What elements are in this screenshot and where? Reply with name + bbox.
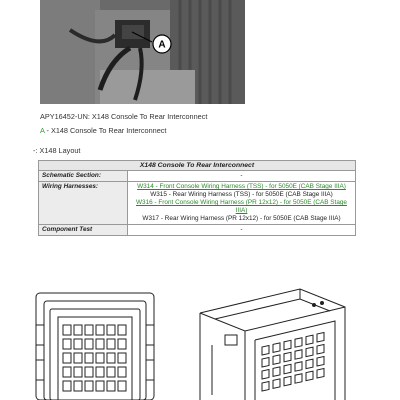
terminal-cavity <box>63 353 71 363</box>
row-label: Wiring Harnesses: <box>39 182 128 225</box>
legend-letter: A <box>40 126 45 135</box>
table-row <box>39 171 356 182</box>
terminal-cavity <box>85 381 93 391</box>
terminal-cavity <box>262 370 269 379</box>
terminal-cavity <box>262 346 269 355</box>
connector-face-view <box>36 293 154 400</box>
row-label: Schematic Section: <box>39 171 128 182</box>
terminal-cavity <box>306 347 313 356</box>
terminal-cavity <box>74 325 82 335</box>
terminal-cavity <box>284 376 291 385</box>
table-row <box>39 182 356 225</box>
terminal-cavity <box>295 362 302 371</box>
terminal-cavity <box>85 325 93 335</box>
terminal-cavity <box>118 325 126 335</box>
cavity-grid <box>63 325 126 391</box>
layout-note: -: X148 Layout <box>33 146 81 155</box>
photo-artwork <box>40 0 245 104</box>
harness-list <box>128 182 356 225</box>
terminal-cavity <box>107 339 115 349</box>
row-label: Component Test <box>39 225 128 236</box>
terminal-cavity <box>96 325 104 335</box>
terminal-cavity <box>273 379 280 388</box>
terminal-cavity <box>118 353 126 363</box>
terminal-cavity <box>96 353 104 363</box>
terminal-cavity <box>96 339 104 349</box>
terminal-cavity <box>107 381 115 391</box>
terminal-cavity <box>107 353 115 363</box>
terminal-cavity <box>107 325 115 335</box>
terminal-cavity <box>85 339 93 349</box>
terminal-cavity <box>107 367 115 377</box>
table-row <box>39 225 356 236</box>
terminal-cavity <box>118 339 126 349</box>
terminal-cavity <box>118 381 126 391</box>
terminal-cavity <box>317 333 324 342</box>
terminal-cavity <box>74 381 82 391</box>
terminal-cavity <box>74 353 82 363</box>
terminal-cavity <box>63 367 71 377</box>
figure-id-caption: APY16452-UN: X148 Console To Rear Interconnect <box>40 112 208 121</box>
terminal-cavity <box>96 367 104 377</box>
terminal-cavity <box>262 382 269 391</box>
terminal-cavity <box>74 367 82 377</box>
terminal-cavity <box>63 381 71 391</box>
terminal-cavity <box>295 374 302 383</box>
terminal-cavity <box>273 343 280 352</box>
table-title: X148 Console To Rear Interconnect <box>39 161 356 171</box>
terminal-cavity <box>295 338 302 347</box>
legend-text: - X148 Console To Rear Interconnect <box>44 126 167 135</box>
terminal-cavity <box>284 340 291 349</box>
isometric-cavity-grid <box>262 333 324 391</box>
harness-text-w317: W317 - Rear Wiring Harness (PR 12x12) - for 5050E (CAB Stage IIIA) <box>142 215 341 222</box>
terminal-cavity <box>306 371 313 380</box>
terminal-cavity <box>284 352 291 361</box>
terminal-cavity <box>118 367 126 377</box>
terminal-cavity <box>96 381 104 391</box>
terminal-cavity <box>306 359 313 368</box>
harness-text-w315: W315 - Rear Wiring Harness (TSS) - for 5050E (CAB Stage IIIA) <box>150 191 333 198</box>
harness-link-w314[interactable]: W314 - Front Console Wiring Harness (TSS) - for 5050E (CAB Stage IIIA) <box>137 183 346 190</box>
callout-a-label: A <box>158 39 166 51</box>
figure-legend <box>40 126 166 135</box>
terminal-cavity <box>317 369 324 378</box>
terminal-cavity <box>85 367 93 377</box>
harness-link-w316[interactable]: W316 - Front Console Wiring Harness (PR 12x12) - for 5050E (CAB Stage IIIA) <box>136 199 347 214</box>
terminal-cavity <box>306 335 313 344</box>
connector-info-table <box>38 160 356 236</box>
terminal-cavity <box>63 339 71 349</box>
terminal-cavity <box>273 355 280 364</box>
terminal-cavity <box>284 364 291 373</box>
connector-layout-drawing <box>0 285 400 400</box>
terminal-cavity <box>317 345 324 354</box>
terminal-cavity <box>262 358 269 367</box>
connector-isometric-view <box>200 289 345 400</box>
connector-location-photo <box>40 0 245 104</box>
row-value: - <box>128 171 356 182</box>
terminal-cavity <box>295 350 302 359</box>
row-value: - <box>128 225 356 236</box>
terminal-cavity <box>317 357 324 366</box>
terminal-cavity <box>74 339 82 349</box>
terminal-cavity <box>63 325 71 335</box>
terminal-cavity <box>85 353 93 363</box>
terminal-cavity <box>273 367 280 376</box>
